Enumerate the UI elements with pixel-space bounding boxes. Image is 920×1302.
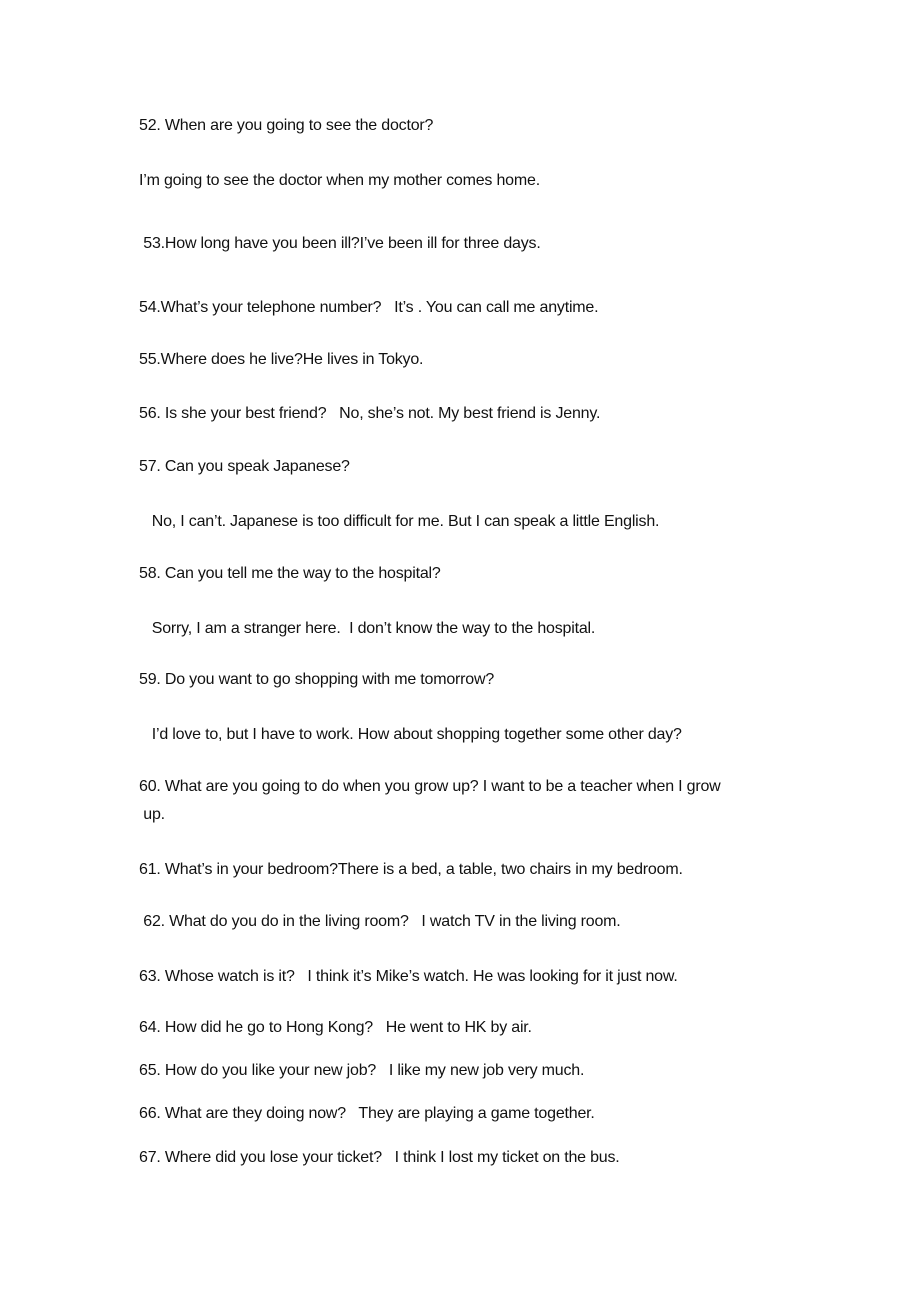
text-line-a58: Sorry, I am a stranger here. I don’t know the way to the hospital. — [139, 620, 596, 637]
text-line-q62: 62. What do you do in the living room? I watch TV in the living room. — [139, 913, 621, 930]
text-line-q67: 67. Where did you lose your ticket? I think I lost my ticket on the bus. — [139, 1149, 620, 1166]
text-line-q65: 65. How do you like your new job? I like my new job very much. — [139, 1062, 585, 1079]
text-line-q66: 66. What are they doing now? They are playing a game together. — [139, 1105, 595, 1122]
text-line-q57: 57. Can you speak Japanese? — [139, 458, 350, 475]
text-line-q52: 52. When are you going to see the doctor? — [139, 117, 434, 134]
text-line-a59: I’d love to, but I have to work. How about shopping together some other day? — [139, 726, 682, 743]
text-line-q64: 64. How did he go to Hong Kong? He went to HK by air. — [139, 1019, 532, 1036]
text-line-q53: 53.How long have you been ill?I’ve been ill for three days. — [139, 235, 541, 252]
text-line-q61: 61. What’s in your bedroom?There is a bed, a table, two chairs in my bedroom. — [139, 861, 683, 878]
text-line-q59: 59. Do you want to go shopping with me tomorrow? — [139, 671, 495, 688]
text-line-a52: I’m going to see the doctor when my mother comes home. — [139, 172, 540, 189]
text-line-q56: 56. Is she your best friend? No, she’s not. My best friend is Jenny. — [139, 405, 601, 422]
text-line-q63: 63. Whose watch is it? I think it’s Mike’s watch. He was looking for it just now. — [139, 968, 678, 985]
text-line-a57: No, I can’t. Japanese is too difficult for me. But I can speak a little English. — [139, 513, 660, 530]
text-line-q60-cont: up. — [139, 806, 165, 823]
text-line-q55: 55.Where does he live?He lives in Tokyo. — [139, 351, 424, 368]
text-line-q58: 58. Can you tell me the way to the hospital? — [139, 565, 441, 582]
text-line-q54: 54.What’s your telephone number? It’s . You can call me anytime. — [139, 299, 599, 316]
text-line-q60: 60. What are you going to do when you grow up? I want to be a teacher when I grow — [139, 778, 721, 795]
